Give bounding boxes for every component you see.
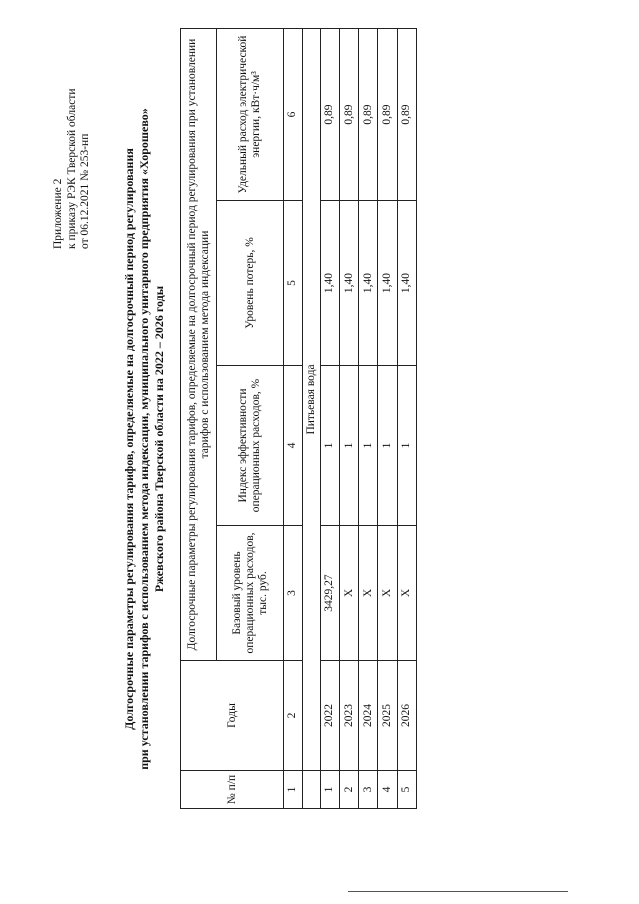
header-losses: Уровень потерь, %	[217, 201, 284, 366]
title-line-1: Долгосрочные параметры регулирования тарифов, определяемые на долгосрочный период регулирования	[122, 148, 136, 730]
col-number: 3	[284, 526, 302, 661]
appendix-line-3: от 06.12.2021 № 253-нп	[79, 133, 91, 249]
table-row	[397, 28, 416, 808]
row-num: 1	[320, 771, 339, 809]
header-num: № п/п	[181, 771, 284, 809]
row-base-level: 3429,27	[320, 526, 339, 661]
row-losses: 1,40	[397, 201, 416, 366]
row-num: 5	[397, 771, 416, 809]
table-row	[378, 28, 397, 808]
table-row	[339, 28, 358, 808]
row-energy: 0,89	[397, 28, 416, 200]
row-losses: 1,40	[320, 201, 339, 366]
header-group: Долгосрочные параметры регулирования тарифов, определяемые на долгосрочный период регулирования при установлении тарифов с использованием метода индексации	[181, 28, 217, 660]
row-efficiency: 1	[397, 366, 416, 526]
row-efficiency: 1	[320, 366, 339, 526]
row-losses: 1,40	[359, 201, 378, 366]
header-energy: Удельный расход электрической энергии, кВт·ч/м³	[217, 28, 284, 200]
row-efficiency: 1	[339, 366, 358, 526]
row-year: 2025	[378, 661, 397, 771]
row-energy: 0,89	[339, 28, 358, 200]
table-row	[320, 28, 339, 808]
row-energy: 0,89	[320, 28, 339, 200]
row-losses: 1,40	[378, 201, 397, 366]
col-number: 1	[284, 771, 302, 809]
col-number: 4	[284, 366, 302, 526]
header-efficiency: Индекс эффективности операционных расходов, %	[217, 366, 284, 526]
row-year: 2026	[397, 661, 416, 771]
col-number: 2	[284, 661, 302, 771]
row-base-level: X	[339, 526, 358, 661]
appendix-line-2: к приказу РЭК Тверской области	[65, 88, 78, 249]
column-numbers-row	[284, 28, 302, 808]
row-num: 4	[378, 771, 397, 809]
row-year: 2024	[359, 661, 378, 771]
title-line-3: Ржевского района Тверской области на 2022 – 2026 годы	[152, 285, 166, 593]
row-efficiency: 1	[378, 366, 397, 526]
col-number: 6	[284, 28, 302, 200]
row-base-level: X	[359, 526, 378, 661]
row-energy: 0,89	[378, 28, 397, 200]
row-efficiency: 1	[359, 366, 378, 526]
row-energy: 0,89	[359, 28, 378, 200]
row-losses: 1,40	[339, 201, 358, 366]
header-years: Годы	[181, 661, 284, 771]
row-num: 2	[339, 771, 358, 809]
row-num: 3	[359, 771, 378, 809]
appendix-note	[52, 89, 93, 250]
section-spacer	[302, 771, 320, 809]
parameters-table	[180, 28, 417, 809]
title-line-2: при установлении тарифов с использованием метода индексации, муниципального унитарного предприятия «Хорошево»	[137, 108, 151, 770]
table-row	[359, 28, 378, 808]
header-base-level: Базовый уровень операционных расходов, тыс. руб.	[217, 526, 284, 661]
appendix-line-1: Приложение 2	[52, 178, 64, 249]
row-base-level: X	[378, 526, 397, 661]
row-base-level: X	[397, 526, 416, 661]
section-drinking-water: Питьевая вода	[302, 28, 320, 770]
page-edge-divider	[348, 891, 568, 892]
col-number: 5	[284, 201, 302, 366]
row-year: 2023	[339, 661, 358, 771]
document-title	[122, 14, 167, 864]
row-year: 2022	[320, 661, 339, 771]
